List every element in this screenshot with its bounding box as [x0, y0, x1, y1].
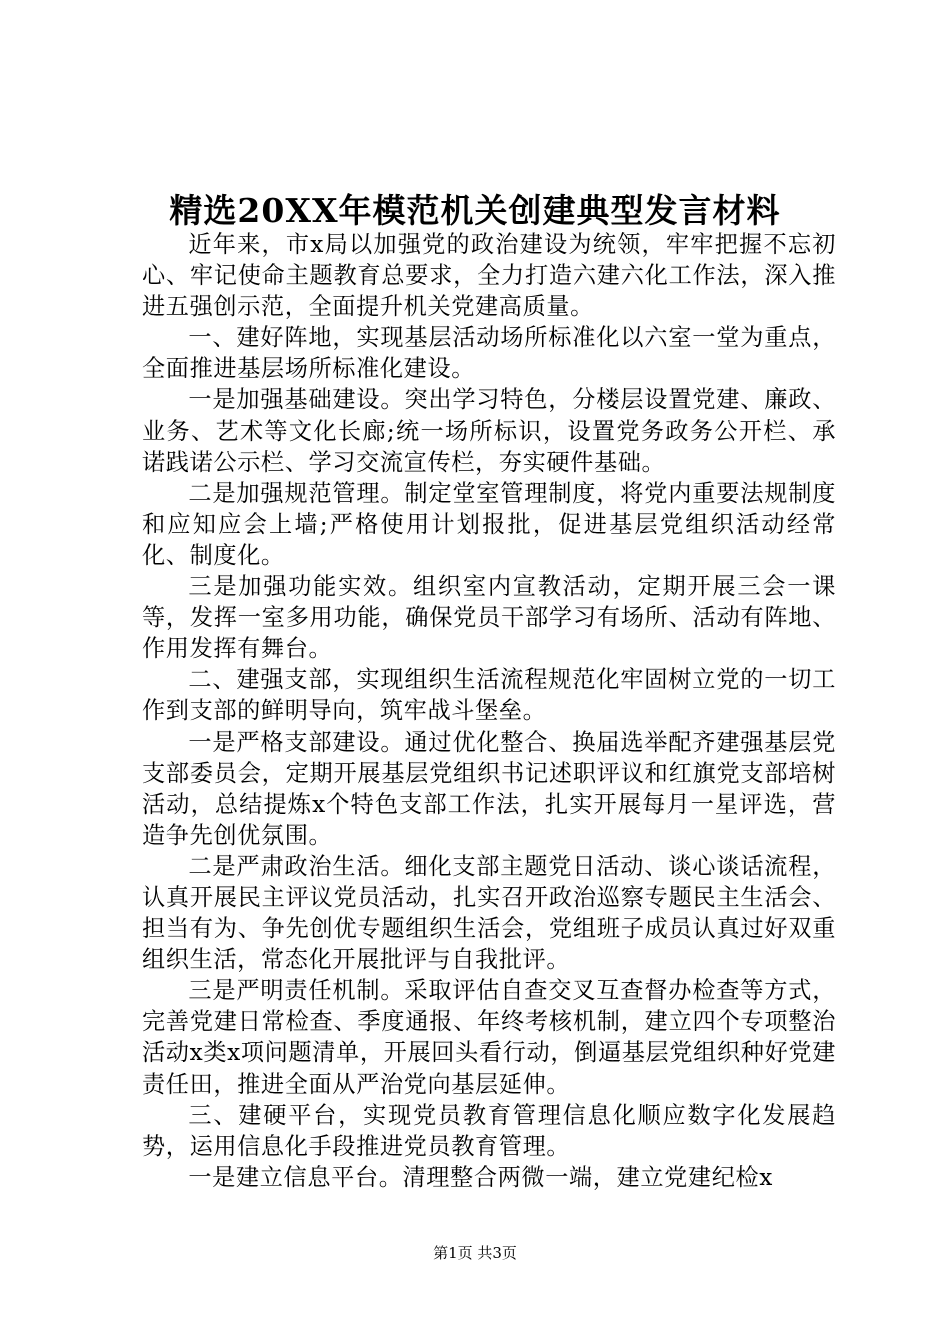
paragraph-section-1-heading: 一、建好阵地，实现基层活动场所标准化以六室一堂为重点，全面推进基层场所标准化建设。: [142, 324, 836, 383]
paragraph-section-2-item-1: 一是严格支部建设。通过优化整合、换届选举配齐建强基层党支部委员会，定期开展基层党组织书记述职评议和红旗党支部培树活动，总结提炼x个特色支部工作法，扎实开展每月一星评选，营造争先创优氛围。: [142, 728, 836, 849]
paragraph-section-3-item-1: 一是建立信息平台。清理整合两微一端，建立党建纪检x: [188, 1163, 773, 1191]
paragraph-section-2-item-3: 三是严明责任机制。采取评估自查交叉互查督办检查等方式，完善党建日常检查、季度通报、年终考核机制，建立四个专项整治活动x类x项问题清单，开展回头看行动，倒逼基层党组织种好党建责任田，推进全面从严治党向基层延伸。: [142, 977, 836, 1098]
paragraph-intro: 近年来，市x局以加强党的政治建设为统领，牢牢把握不忘初心、牢记使命主题教育总要求，全力打造六建六化工作法，深入推进五强创示范，全面提升机关党建高质量。: [142, 231, 836, 321]
page-number-footer: 第1页 共3页: [433, 1244, 517, 1262]
paragraph-section-1-item-1: 一是加强基础建设。突出学习特色，分楼层设置党建、廉政、业务、艺术等文化长廊;统一场所标识，设置党务政务公开栏、承诺践诺公示栏、学习交流宣传栏，夯实硬件基础。: [142, 386, 836, 476]
paragraph-section-2-item-2: 二是严肃政治生活。细化支部主题党日活动、谈心谈话流程，认真开展民主评议党员活动，扎实召开政治巡察专题民主生活会、担当有为、争先创优专题组织生活会，党组班子成员认真过好双重组织生活，常态化开展批评与自我批评。: [142, 852, 836, 974]
document-title: 精选20XX年模范机关创建典型发言材料: [169, 191, 781, 230]
paragraph-section-3-heading: 三、建硬平台，实现党员教育管理信息化顺应数字化发展趋势，运用信息化手段推进党员教育管理。: [142, 1101, 836, 1160]
paragraph-section-1-item-2: 二是加强规范管理。制定堂室管理制度，将党内重要法规制度和应知应会上墙;严格使用计划报批，促进基层党组织活动经常化、制度化。: [142, 479, 836, 569]
paragraph-section-2-heading: 二、建强支部，实现组织生活流程规范化牢固树立党的一切工作到支部的鲜明导向，筑牢战斗堡垒。: [142, 666, 836, 725]
paragraph-section-1-item-3: 三是加强功能实效。组织室内宣教活动，定期开展三会一课等，发挥一室多用功能，确保党员干部学习有场所、活动有阵地、作用发挥有舞台。: [142, 573, 836, 663]
document-body: [142, 229, 836, 1193]
